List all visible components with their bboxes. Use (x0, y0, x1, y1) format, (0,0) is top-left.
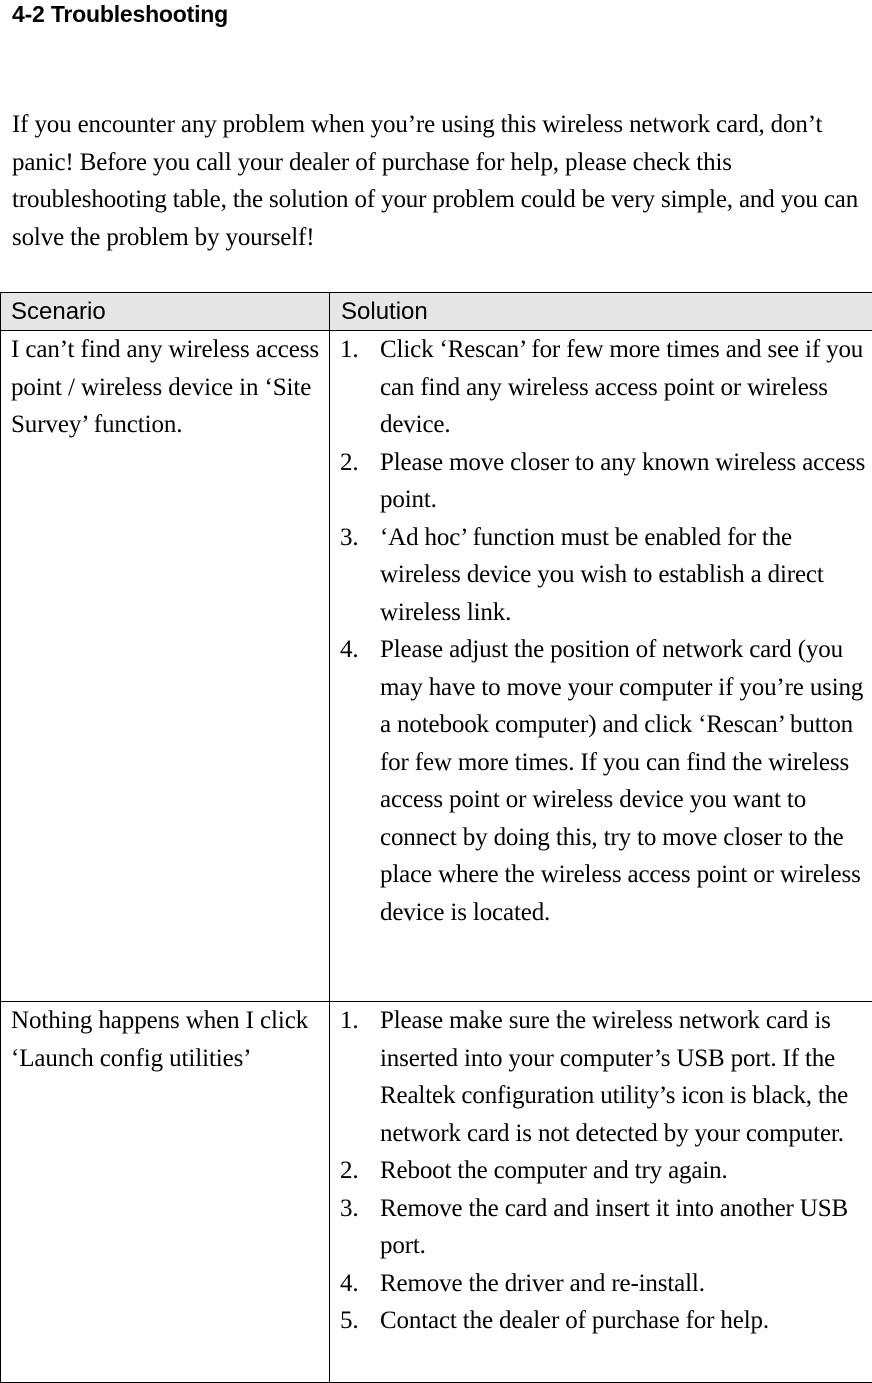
solution-step (340, 631, 866, 931)
scenario-text: Nothing happens when I click ‘Launch config utilities’ (1, 1002, 329, 1077)
scenario-cell (1, 1002, 330, 1383)
step-text: Click ‘Rescan’ for few more times and see if you can find any wireless access point or wireless device. (380, 336, 863, 438)
solution-step (340, 519, 866, 632)
step-text: Reboot the computer and try again. (380, 1157, 728, 1184)
scenario-text: I can’t find any wireless access point / wireless device in ‘Site Survey’ function. (1, 331, 329, 444)
step-text: Contact the dealer of purchase for help. (380, 1307, 769, 1334)
header-cell-scenario (1, 293, 330, 331)
solution-step (340, 331, 866, 444)
solution-list (330, 331, 872, 931)
table-row (1, 1002, 872, 1383)
step-text: Please adjust the position of network card (you may have to move your computer if you’re using a notebook computer) and click ‘Rescan’ button for few more times. If you can find the wireless access point or wireless device you want to connect by doing this, try to move closer to the place where the wireless access point or wireless device is located. (380, 636, 863, 926)
step-number: 1. (340, 1002, 358, 1040)
column-header-scenario: Scenario (1, 293, 329, 330)
step-text: ‘Ad hoc’ function must be enabled for the wireless device you wish to establish a direct wireless link. (380, 524, 824, 626)
solution-step (340, 1002, 866, 1152)
step-number: 4. (340, 631, 358, 669)
step-number: 1. (340, 331, 358, 369)
step-number: 2. (340, 444, 358, 482)
solution-step (340, 444, 866, 519)
solution-step (340, 1152, 866, 1190)
step-number: 3. (340, 1190, 358, 1228)
step-text: Remove the card and insert it into another USB port. (380, 1195, 848, 1260)
step-text: Remove the driver and re-install. (380, 1270, 705, 1297)
troubleshooting-table (0, 292, 872, 1383)
step-number: 4. (340, 1265, 358, 1303)
solution-step (340, 1265, 866, 1303)
solution-step (340, 1190, 866, 1265)
section-heading: 4-2 Troubleshooting (12, 0, 228, 28)
step-number: 2. (340, 1152, 358, 1190)
intro-paragraph: If you encounter any problem when you’re using this wireless network card, don’t panic! Before you call your dealer of purchase for help, please check this troubleshooting table, the solution of your problem could be very simple, and you can solve the problem by yourself! (12, 106, 872, 256)
step-text: Please make sure the wireless network card is inserted into your computer’s USB port. If the Realtek configuration utility’s icon is black, the network card is not detected by your computer. (380, 1007, 848, 1147)
header-cell-solution (330, 293, 872, 331)
table-row (1, 331, 872, 1002)
step-number: 5. (340, 1302, 358, 1340)
table-header-row (1, 293, 872, 331)
column-header-solution: Solution (330, 293, 872, 330)
scenario-cell (1, 331, 330, 1002)
step-number: 3. (340, 519, 358, 557)
solution-list (330, 1002, 872, 1340)
solution-step (340, 1302, 866, 1340)
solution-cell (330, 1002, 872, 1383)
step-text: Please move closer to any known wireless access point. (380, 449, 865, 514)
solution-cell (330, 331, 872, 1002)
